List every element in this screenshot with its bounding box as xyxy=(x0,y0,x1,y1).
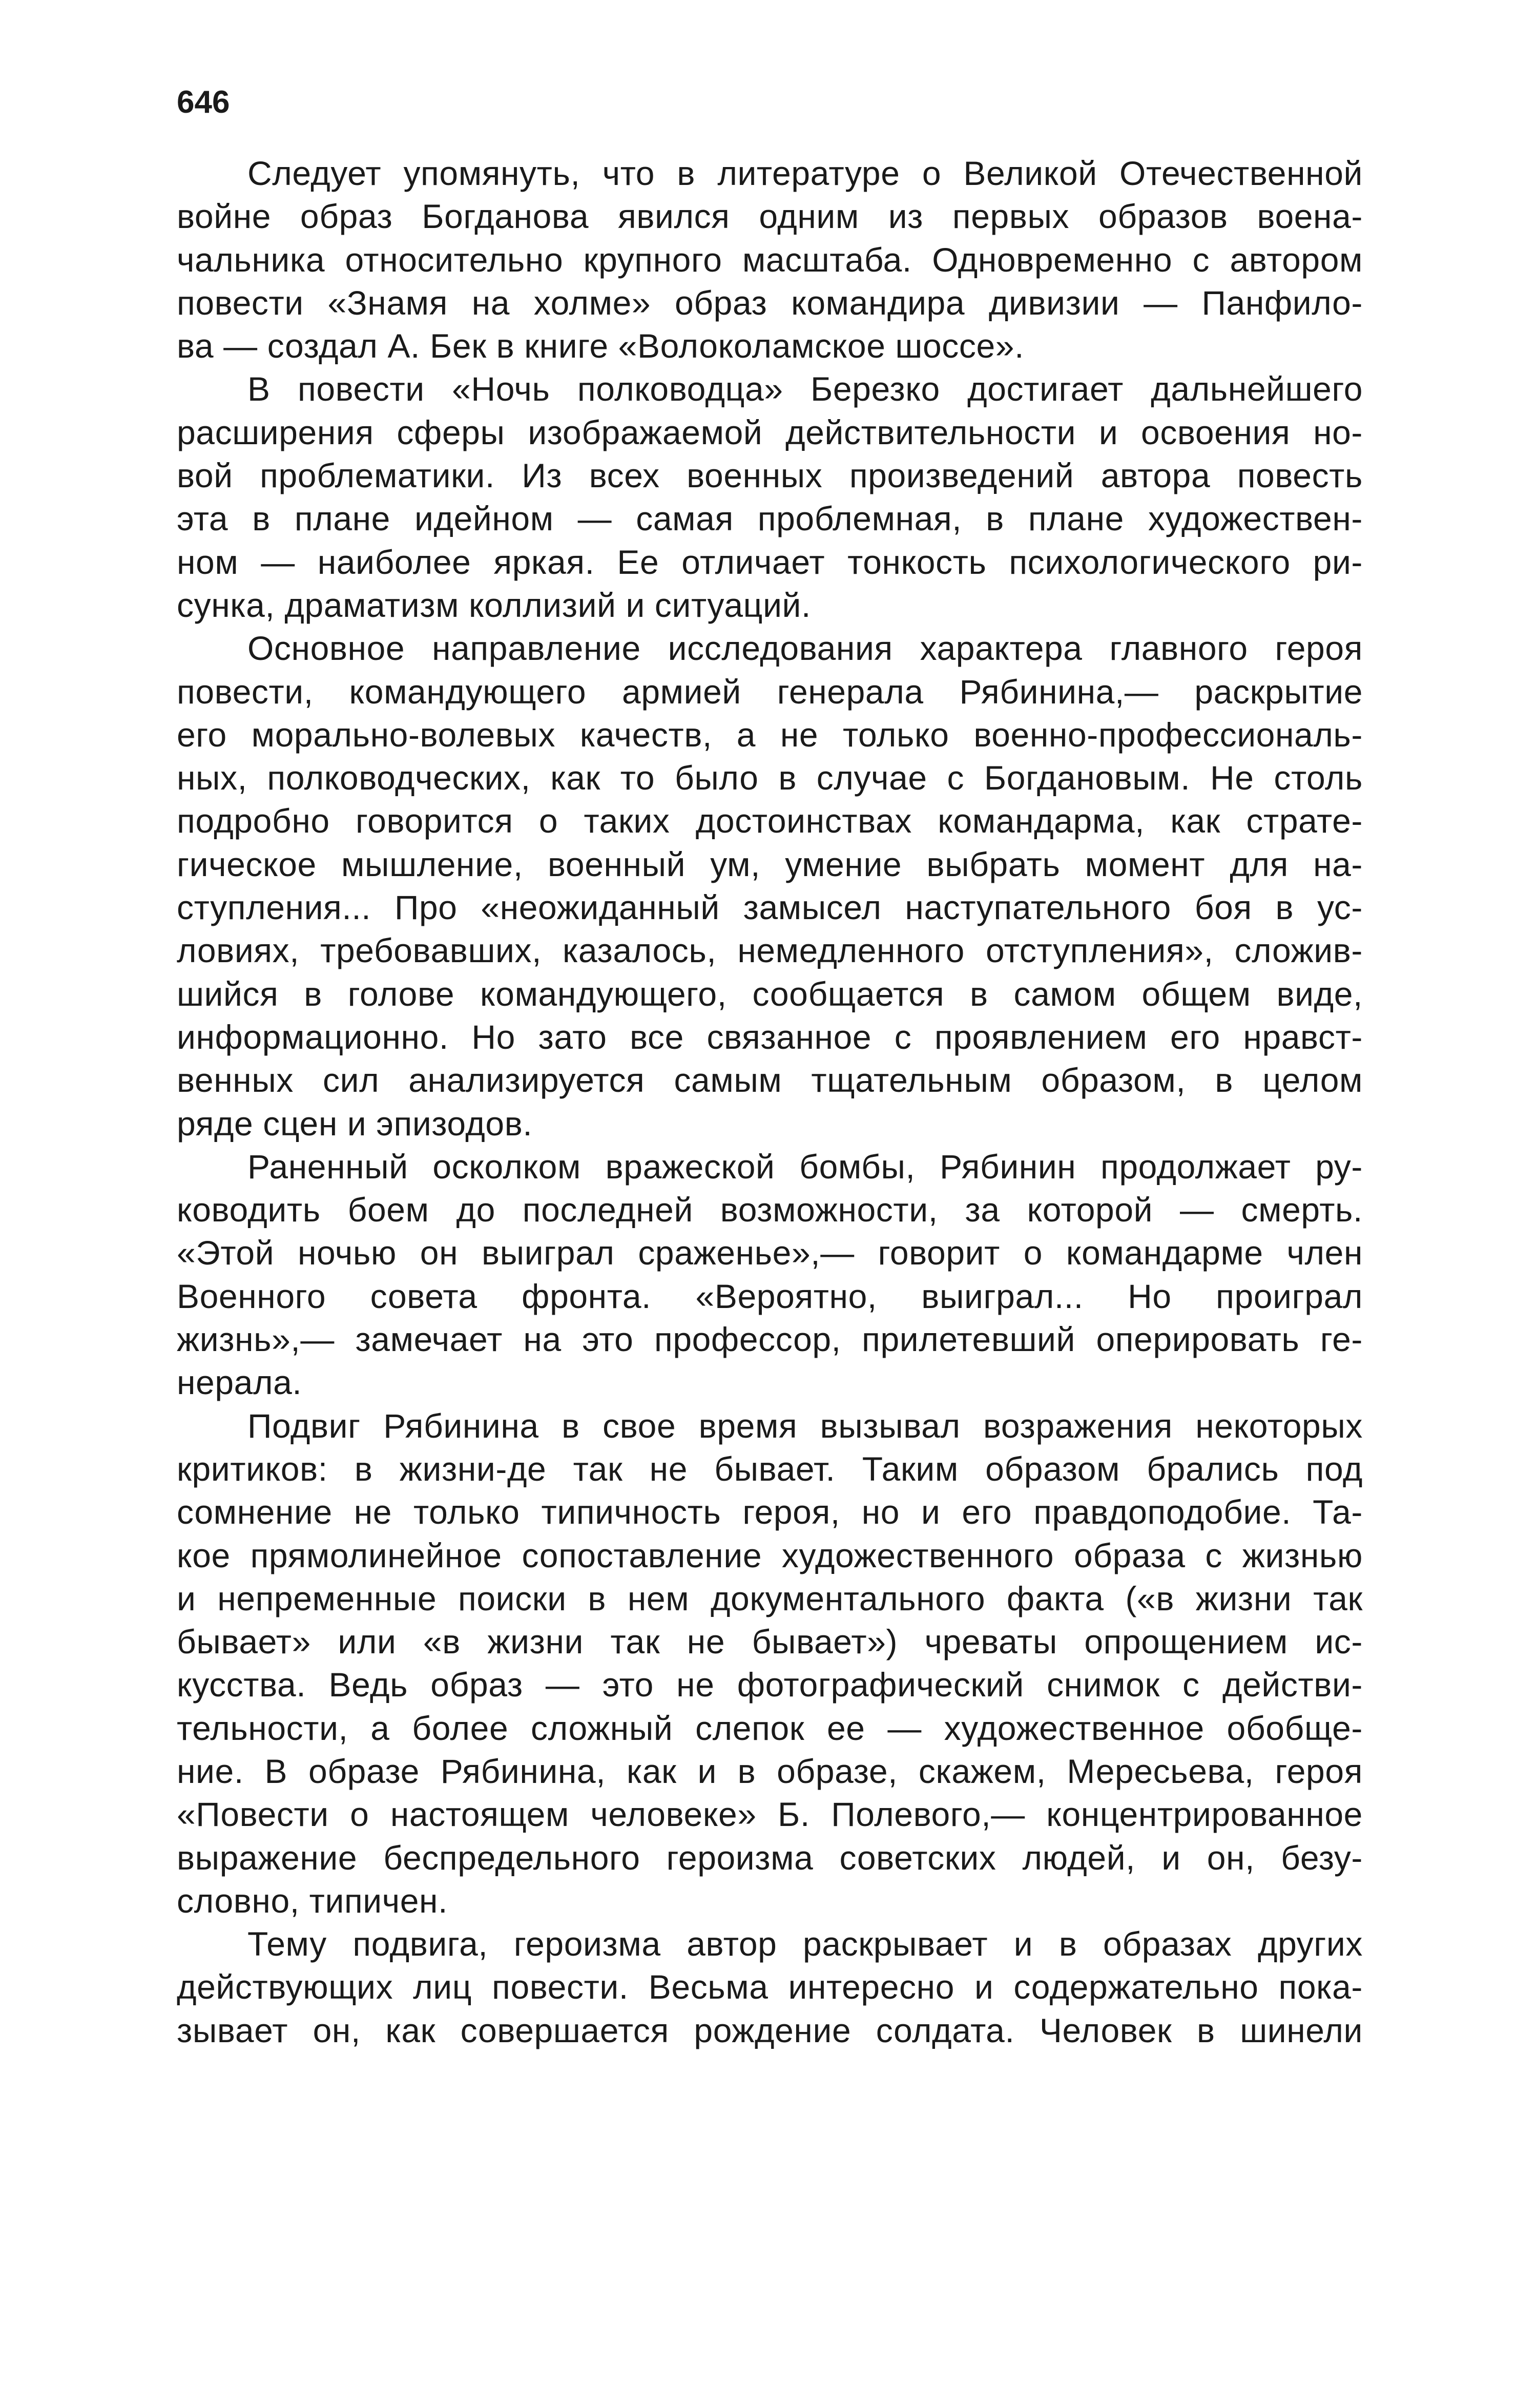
text-line: кусства. Ведь образ — это не фотографический снимок с действи- xyxy=(177,1666,1363,1704)
text-line: «Повести о настоящем человеке» Б. Полевого,— концентрированное xyxy=(177,1795,1363,1834)
text-line: вой проблематики. Из всех военных произведений автора повесть xyxy=(177,456,1363,495)
text-line: Следует упомянуть, что в литературе о Великой Отечественной xyxy=(247,154,1363,192)
text-line: Основное направление исследования характера главного героя xyxy=(247,629,1363,668)
text-line: тельности, а более сложный слепок ее — художественное обобще- xyxy=(177,1709,1363,1747)
text-line: кое прямолинейное сопоставление художественного образа с жизнью xyxy=(177,1536,1363,1574)
paragraph xyxy=(177,152,1363,367)
text-line: Военного совета фронта. «Вероятно, выиграл... Но проиграл xyxy=(177,1277,1363,1315)
body-text xyxy=(177,152,1363,2052)
text-line: сунка, драматизм коллизий и ситуаций. xyxy=(177,586,811,624)
text-line: выражение беспредельного героизма советских людей, и он, безу- xyxy=(177,1838,1363,1877)
paragraph xyxy=(177,1145,1363,1404)
text-line: жизнь»,— замечает на это профессор, прилетевший оперировать ге- xyxy=(177,1320,1363,1359)
text-line: Тему подвига, героизма автор раскрывает и в образах других xyxy=(247,1925,1363,1963)
paragraph xyxy=(177,367,1363,627)
text-line: словно, типичен. xyxy=(177,1881,448,1920)
text-line: Подвиг Рябинина в свое время вызывал возражения некоторых xyxy=(247,1406,1363,1445)
text-line: и непременные поиски в нем документального факта («в жизни так xyxy=(177,1579,1363,1617)
text-line: гическое мышление, военный ум, умение выбрать момент для на- xyxy=(177,845,1363,883)
paragraph xyxy=(177,1404,1363,1923)
text-line: венных сил анализируется самым тщательным образом, в целом xyxy=(177,1061,1363,1099)
text-line: ловиях, требовавших, казалось, немедленного отступления», сложив- xyxy=(177,931,1363,970)
paragraph xyxy=(177,1922,1363,2052)
text-line: критиков: в жизни-де так не бывает. Таким образом брались под xyxy=(177,1449,1363,1488)
text-line: ступления... Про «неожиданный замысел наступательного боя в ус- xyxy=(177,888,1363,927)
text-line: бывает» или «в жизни так не бывает») чреваты опрощением ис- xyxy=(177,1623,1363,1661)
text-line: шийся в голове командующего, сообщается в самом общем виде, xyxy=(177,974,1363,1013)
text-line: ва — создал А. Бек в книге «Волоколамское шоссе». xyxy=(177,327,1025,365)
text-line: эта в плане идейном — самая проблемная, в плане художествен- xyxy=(177,500,1363,538)
text-line: Раненный осколком вражеской бомбы, Рябинин продолжает ру- xyxy=(247,1147,1363,1186)
text-line: повести «Знамя на холме» образ командира дивизии — Панфило- xyxy=(177,283,1363,322)
text-line: войне образ Богданова явился одним из первых образов воена- xyxy=(177,197,1363,236)
page-number: 646 xyxy=(177,85,230,120)
text-line: ние. В образе Рябинина, как и в образе, скажем, Мересьева, героя xyxy=(177,1752,1363,1790)
text-line: В повести «Ночь полководца» Березко достигает дальнейшего xyxy=(247,370,1363,408)
text-line: повести, командующего армией генерала Рябинина,— раскрытие xyxy=(177,672,1363,711)
text-line: «Этой ночью он выиграл сраженье»,— говорит о командарме член xyxy=(177,1234,1363,1272)
paragraph xyxy=(177,627,1363,1145)
text-line: ном — наиболее яркая. Ее отличает тонкость психологического ри- xyxy=(177,543,1363,581)
text-line: действующих лиц повести. Весьма интересно и содержательно пока- xyxy=(177,1968,1363,2006)
text-line: сомнение не только типичность героя, но и его правдоподобие. Та- xyxy=(177,1493,1363,1531)
text-line: зывает он, как совершается рождение солдата. Человек в шинели xyxy=(177,2011,1363,2049)
text-line: ряде сцен и эпизодов. xyxy=(177,1104,533,1143)
text-line: ководить боем до последней возможности, за которой — смерть. xyxy=(177,1191,1363,1229)
text-line: информационно. Но зато все связанное с проявлением его нравст- xyxy=(177,1018,1363,1056)
text-line: расширения сферы изображаемой действительности и освоения но- xyxy=(177,413,1363,451)
text-line: его морально-волевых качеств, а не только военно-профессиональ- xyxy=(177,715,1363,754)
text-line: ных, полководческих, как то было в случае с Богдановым. Не столь xyxy=(177,759,1363,797)
text-line: подробно говорится о таких достоинствах командарма, как страте- xyxy=(177,802,1363,840)
text-line: чальника относительно крупного масштаба. Одновременно с автором xyxy=(177,240,1363,279)
text-line: нерала. xyxy=(177,1363,302,1402)
